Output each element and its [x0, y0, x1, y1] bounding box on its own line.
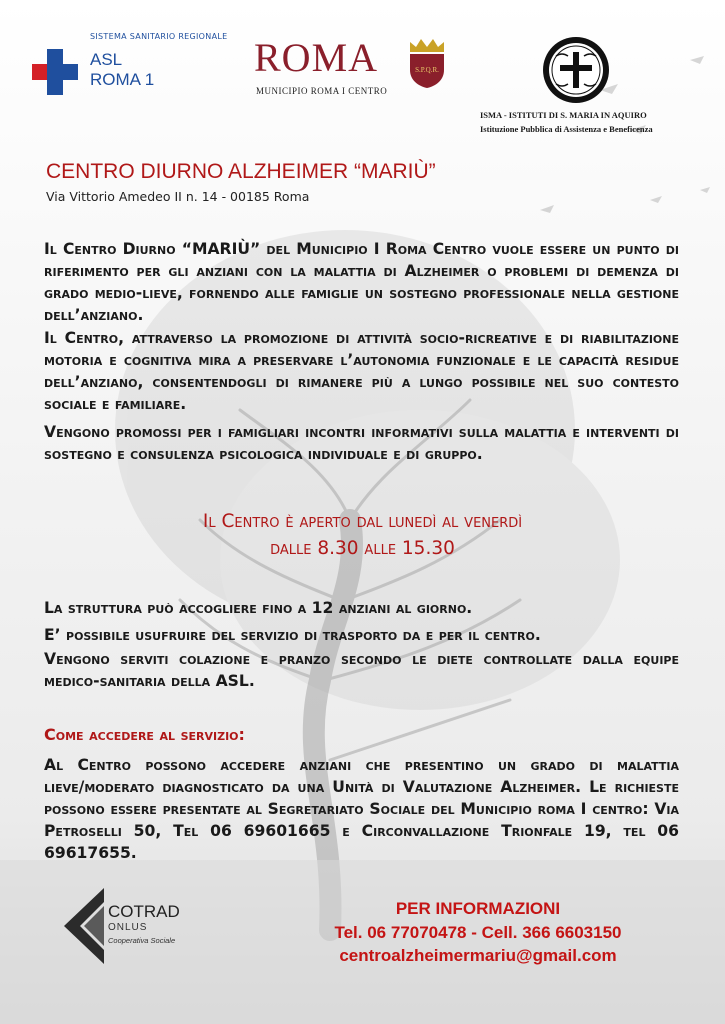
- activities-paragraph: Il Centro, attraverso la promozione di attività socio-ricreative e di riabilitazione motoria e cognitiva mira a preservare l’autonomia funzionale e le capacità residue dell’anziano, consentendogli di rimanere più a lungo possibile nel suo contesto sociale e familiare.: [44, 329, 679, 413]
- capacity-line: La struttura può accogliere fino a 12 anziani al giorno.: [44, 599, 473, 617]
- isma-description: Istituzione Pubblica di Assistenza e Beneficenza: [480, 124, 653, 134]
- cotrad-coop: Cooperativa Sociale: [108, 936, 176, 945]
- info-email: centroalzheimermariu@gmail.com: [339, 946, 617, 965]
- cotrad-onlus: ONLUS: [108, 922, 148, 933]
- cotrad-logo: [60, 886, 240, 966]
- family-support-paragraph: Vengono promossi per i famigliari incontri informativi sulla malattia e interventi di sostegno e consulenza psicologica individuale e di gruppo.: [44, 423, 679, 463]
- page-title: CENTRO DIURNO ALZHEIMER “MARIÙ”: [46, 160, 436, 183]
- access-heading: Come accedere al servizio:: [44, 725, 245, 744]
- roma-crest-icon: [404, 36, 450, 90]
- asl-label: ASL: [90, 50, 123, 69]
- roma-wordmark: ROMA: [254, 35, 379, 80]
- isma-name: ISMA - ISTITUTI DI S. MARIA IN AQUIRO: [480, 110, 647, 120]
- isma-logo: [470, 36, 710, 146]
- info-heading: PER INFORMAZIONI: [395, 899, 561, 918]
- svg-text:S.P.Q.R.: S.P.Q.R.: [415, 66, 439, 74]
- asl-system-label: SISTEMA SANITARIO REGIONALE: [90, 32, 228, 41]
- roma-subtitle: MUNICIPIO ROMA I CENTRO: [256, 86, 388, 96]
- info-phones: Tel. 06 77070478 - Cell. 366 6603150: [334, 923, 622, 942]
- address: Via Vittorio Amedeo II n. 14 - 00185 Roma: [46, 189, 310, 204]
- cotrad-name: COTRAD: [108, 902, 180, 921]
- asl-roma1-logo: [32, 32, 232, 102]
- asl-roma-label: ROMA 1: [90, 70, 155, 89]
- access-paragraph: Al Centro possono accedere anziani che presentino un grado di malattia lieve/moderato diagnosticato da una Unità di Valutazione Alzheimer. Le richieste possono essere presentate al Segretariato Sociale del Municipio roma I centro: Via Petroselli 50, Tel 06 69601665 e Circonvallazione Trionfale 19, tel 06 69617655.: [44, 756, 679, 862]
- opening-hours: dalle 8.30 alle 15.30: [270, 538, 455, 559]
- cotrad-arrow-icon: [60, 886, 106, 966]
- opening-days: Il Centro è aperto dal lunedì al venerdì: [202, 511, 523, 532]
- transport-line: E’ possibile usufruire del servizio di trasporto da e per il centro.: [44, 626, 541, 644]
- roma-municipio-logo: [254, 36, 454, 104]
- asl-cross-icon: [32, 49, 78, 95]
- isma-seal-icon: [542, 36, 610, 104]
- meals-paragraph: Vengono serviti colazione e pranzo secondo le diete controllate dalla equipe medico-sanitaria della ASL.: [44, 650, 679, 690]
- intro-paragraph: Il Centro Diurno “MARIÙ” del Municipio I Roma Centro vuole essere un punto di riferimento per gli anziani con la malattia di Alzheimer o problemi di demenza di grado medio-lieve, fornendo alle famiglie un sostegno professionale nella gestione dell’anziano.: [44, 240, 679, 324]
